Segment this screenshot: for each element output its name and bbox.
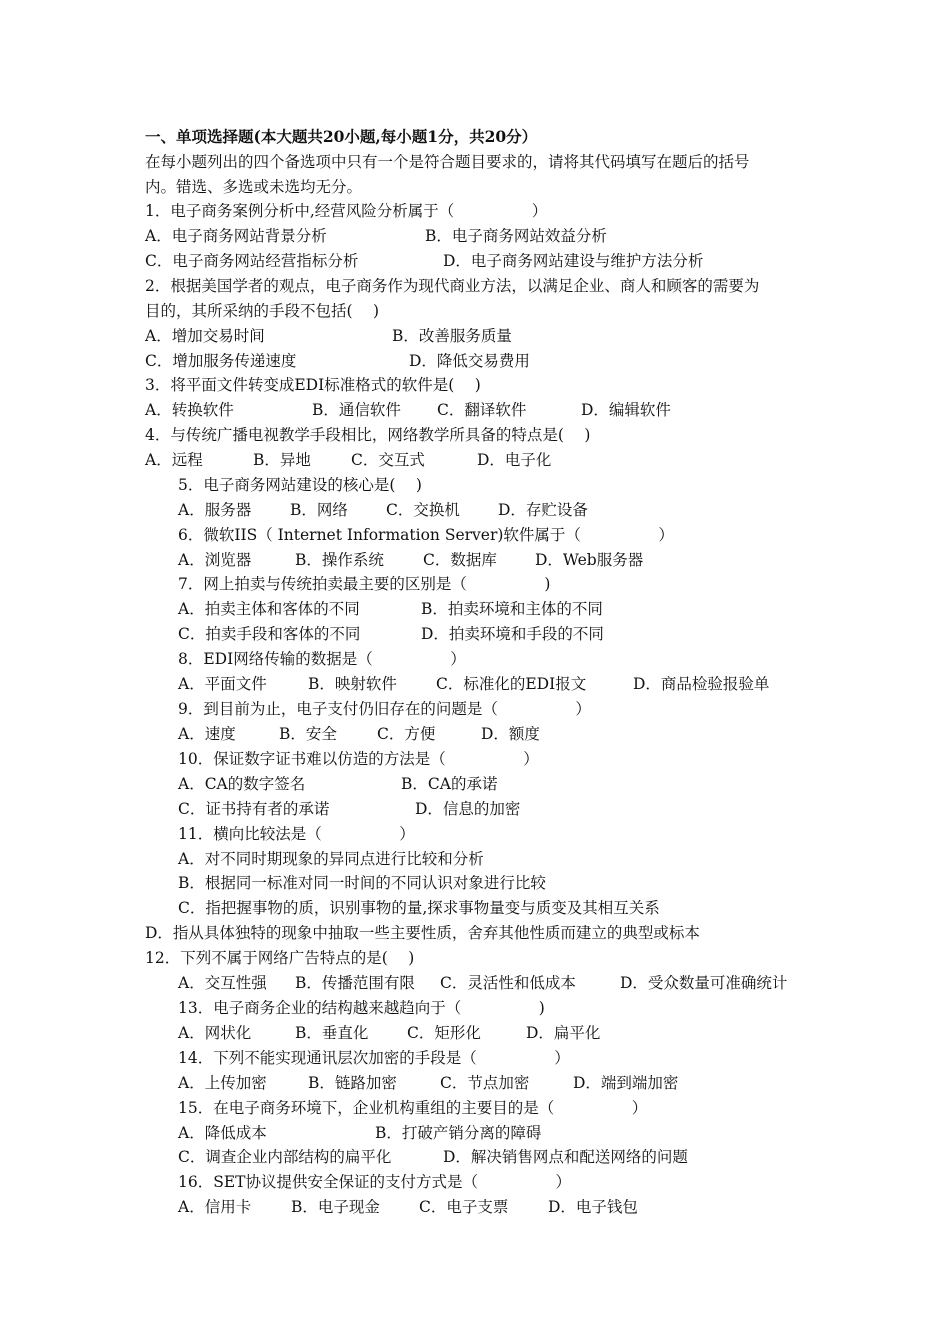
option-b: B．网络: [290, 501, 348, 519]
option-a: A．增加交易时间: [145, 327, 265, 345]
option-d: D．拍卖环境和手段的不同: [421, 625, 604, 643]
option-c: C．节点加密: [440, 1074, 530, 1092]
question-stem: 12．下列不属于网络广告特点的是( ): [145, 949, 415, 967]
question-stem: 10．保证数字证书难以仿造的方法是（ ）: [178, 750, 539, 768]
question-stem: 目的，其所采纳的手段不包括( ): [145, 302, 380, 320]
option-b: B．打破产销分离的障碍: [375, 1124, 542, 1142]
option-b: B．垂直化: [295, 1024, 369, 1042]
option-a: A．网状化: [178, 1024, 252, 1042]
option-b: B．映射软件: [308, 675, 397, 693]
option-b: B．拍卖环境和主体的不同: [421, 600, 603, 618]
option-c: C．电子商务网站经营指标分析: [145, 252, 359, 270]
question-stem: 16．SET协议提供安全保证的支付方式是（ ）: [178, 1173, 571, 1191]
option-d: D．信息的加密: [415, 800, 521, 818]
question-stem: 4．与传统广播电视教学手段相比，网络教学所具备的特点是( ): [145, 426, 591, 444]
option-b: B．电子现金: [291, 1198, 380, 1216]
option-b: B．通信软件: [312, 401, 401, 419]
option-a: A．浏览器: [178, 551, 252, 569]
option-c: C．数据库: [423, 551, 497, 569]
option-d: D．额度: [481, 725, 540, 743]
option-a: A．远程: [145, 451, 203, 469]
option-d: D．编辑软件: [581, 401, 671, 419]
instructions-line: 在每小题列出的四个备选项中只有一个是符合题目要求的，请将其代码填写在题后的括号: [145, 153, 750, 171]
option-c: C．交换机: [386, 501, 460, 519]
question-stem: 7．网上拍卖与传统拍卖最主要的区别是（ ): [178, 575, 551, 593]
option-b: B．安全: [279, 725, 337, 743]
question-stem: 15．在电子商务环境下，企业机构重组的主要目的是（ ）: [178, 1099, 648, 1117]
option-a: A．电子商务网站背景分析: [145, 227, 327, 245]
option-d: D．电子化: [477, 451, 552, 469]
option-c: C．证书持有者的承诺: [178, 800, 330, 818]
option-b: B．操作系统: [295, 551, 384, 569]
option-c: C．翻译软件: [437, 401, 527, 419]
option-d: D．解决销售网点和配送网络的问题: [443, 1148, 688, 1166]
option-a: A．信用卡: [178, 1198, 252, 1216]
option-b: B．异地: [253, 451, 311, 469]
option-c: C．指把握事物的质，识别事物的量,探求事物量变与质变及其相互关系: [178, 899, 660, 917]
option-d: D．端到端加密: [573, 1074, 679, 1092]
option-b: B．改善服务质量: [392, 327, 512, 345]
option-c: C．交互式: [351, 451, 425, 469]
question-stem: 11．横向比较法是（ ）: [178, 825, 415, 843]
option-a: A．转换软件: [145, 401, 234, 419]
option-d: D．指从具体独特的现象中抽取一些主要性质，舍弃其他性质而建立的典型或标本: [145, 924, 700, 942]
option-b: B．链路加密: [308, 1074, 397, 1092]
option-c: C．电子支票: [419, 1198, 509, 1216]
option-c: C．调查企业内部结构的扁平化: [178, 1148, 392, 1166]
option-d: D．电子钱包: [548, 1198, 638, 1216]
question-stem: 13．电子商务企业的结构越来越趋向于（ ): [178, 999, 545, 1017]
option-c: C．灵活性和低成本: [440, 974, 576, 992]
option-d: D．Web服务器: [535, 551, 644, 569]
option-a: A．交互性强: [178, 974, 267, 992]
option-d: D．电子商务网站建设与维护方法分析: [443, 252, 704, 270]
option-c: C．矩形化: [407, 1024, 481, 1042]
option-b: B．传播范围有限: [295, 974, 415, 992]
question-stem: 6．微软IIS（ Internet Information Server)软件属于（ ）: [178, 526, 674, 544]
instructions-line: 内。错选、多选或未选均无分。: [145, 178, 363, 196]
question-stem: 2．根据美国学者的观点，电子商务作为现代商业方法，以满足企业、商人和顾客的需要为: [145, 277, 760, 295]
option-a: A．速度: [178, 725, 236, 743]
option-a: A．上传加密: [178, 1074, 267, 1092]
option-d: D．降低交易费用: [409, 352, 530, 370]
option-d: D．商品检验报验单: [633, 675, 770, 693]
question-stem: 8．EDI网络传输的数据是（ ）: [178, 650, 466, 668]
option-a: A．对不同时期现象的异同点进行比较和分析: [178, 850, 484, 868]
option-b: B．根据同一标准对同一时间的不同认识对象进行比较: [178, 874, 546, 892]
option-c: C．方便: [377, 725, 436, 743]
question-stem: 5．电子商务网站建设的核心是( ): [178, 476, 422, 494]
option-a: A．降低成本: [178, 1124, 267, 1142]
option-c: C．拍卖手段和客体的不同: [178, 625, 361, 643]
option-d: D．受众数量可准确统计: [620, 974, 788, 992]
option-c: C．标准化的EDI报文: [436, 675, 587, 693]
option-a: A．拍卖主体和客体的不同: [178, 600, 360, 618]
section-title: 一、单项选择题(本大题共20小题,每小题1分，共20分）: [145, 127, 538, 146]
option-a: A．服务器: [178, 501, 252, 519]
option-b: B．电子商务网站效益分析: [425, 227, 607, 245]
question-stem: 9．到目前为止，电子支付仍旧存在的问题是（ ）: [178, 700, 591, 718]
option-a: A．CA的数字签名: [178, 775, 306, 793]
option-a: A．平面文件: [178, 675, 267, 693]
option-d: D．存贮设备: [498, 501, 588, 519]
question-stem: 3．将平面文件转变成EDI标准格式的软件是( ): [145, 376, 481, 394]
question-stem: 1．电子商务案例分析中,经营风险分析属于（ ）: [145, 202, 548, 220]
option-c: C．增加服务传递速度: [145, 352, 297, 370]
question-stem: 14．下列不能实现通讯层次加密的手段是（ ）: [178, 1049, 570, 1067]
option-d: D．扁平化: [526, 1024, 601, 1042]
option-b: B．CA的承诺: [401, 775, 498, 793]
